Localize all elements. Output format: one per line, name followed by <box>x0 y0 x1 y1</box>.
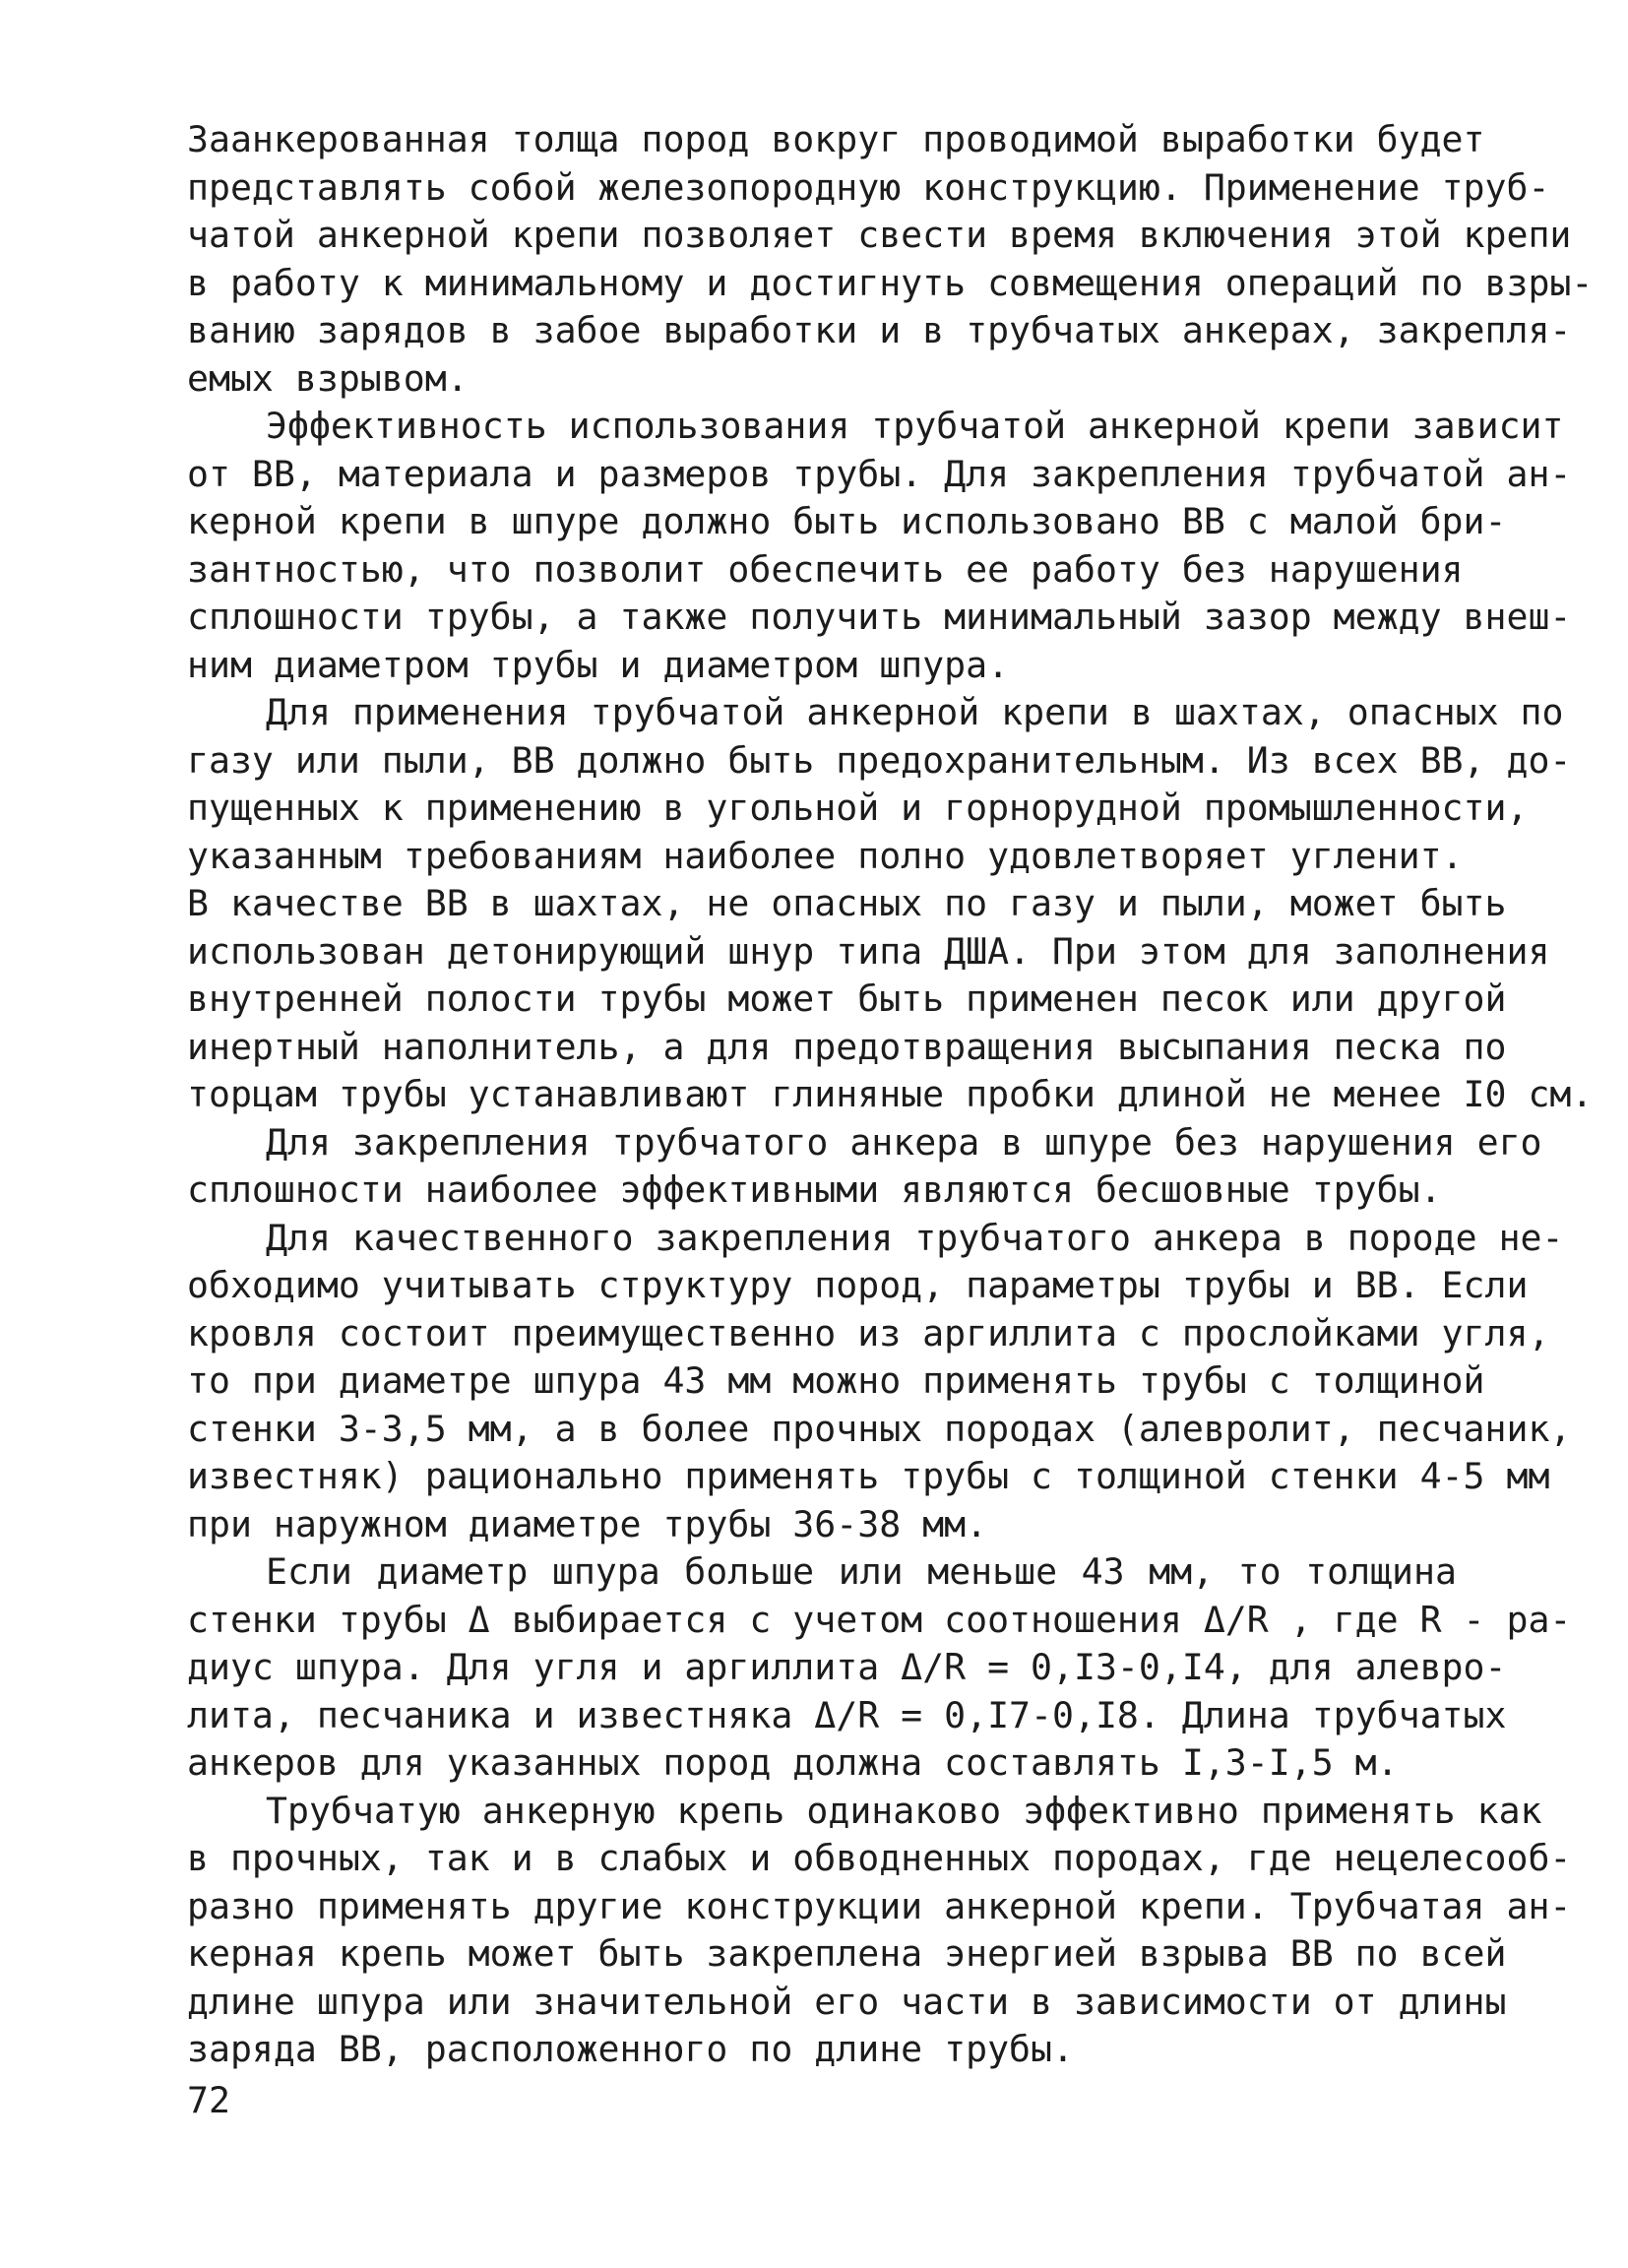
paragraph <box>187 116 1594 403</box>
text-line: Заанкерованная толща пород вокруг проводимой выработки будет <box>187 118 1485 160</box>
body-text <box>187 116 1594 2074</box>
text-line: емых взрывом. <box>187 356 469 400</box>
text-line: керная крепь может быть закреплена энергией взрыва ВВ по всей <box>187 1932 1507 1975</box>
text-line: стенки 3-3,5 мм, а в более прочных породах (алевролит, песчаник, <box>187 1407 1572 1450</box>
text-line: длине шпура или значительной его части в зависимости от длины <box>187 1980 1507 2023</box>
text-line: кровля состоит преимущественно из аргиллита с прослойками угля, <box>187 1311 1550 1354</box>
text-line: разно применять другие конструкции анкерной крепи. Трубчатая ан- <box>187 1884 1572 1927</box>
text-line: внутренней полости трубы может быть применен песок или другой <box>187 977 1507 1020</box>
text-line: от ВВ, материала и размеров трубы. Для закрепления трубчатой ан- <box>187 452 1572 495</box>
text-line: ванию зарядов в забое выработки и в трубчатых анкерах, закрепля- <box>187 309 1572 351</box>
paragraph <box>187 689 1594 1119</box>
text-line: Для применения трубчатой анкерной крепи в шахтах, опасных по <box>266 691 1564 733</box>
text-line: указанным требованиям наиболее полно удовлетворяет угленит. <box>187 834 1464 877</box>
text-line: стенки трубы Δ выбирается с учетом соотношения Δ/R , где R - ра- <box>187 1598 1572 1641</box>
text-line: сплошности трубы, а также получить минимальный зазор между внеш- <box>187 596 1572 638</box>
text-line: Если диаметр шпура больше или меньше 43 мм, то толщина <box>266 1550 1457 1593</box>
text-line: анкеров для указанных пород должна составлять I,3-I,5 м. <box>187 1741 1399 1784</box>
text-line: керной крепи в шпуре должно быть использовано ВВ с малой бри- <box>187 500 1507 542</box>
text-line: в прочных, так и в слабых и обводненных породах, где нецелесооб- <box>187 1837 1572 1879</box>
text-line: Для качественного закрепления трубчатого анкера в породе не- <box>266 1216 1564 1259</box>
text-line: обходимо учитывать структуру пород, параметры трубы и ВВ. Если <box>187 1264 1529 1306</box>
text-line: при наружном диаметре трубы 36-38 мм. <box>187 1502 988 1545</box>
paragraph <box>187 1215 1572 1549</box>
text-line: в работу к минимальному и достигнуть совмещения операций по взры- <box>187 261 1594 304</box>
paragraph <box>187 1788 1572 2074</box>
text-line: В качестве ВВ в шахтах, не опасных по газу и пыли, может быть <box>187 882 1507 924</box>
text-line: газу или пыли, ВВ должно быть предохранительным. Из всех ВВ, до- <box>187 738 1572 782</box>
text-line: диус шпура. Для угля и аргиллита Δ/R = 0,I3-0,I4, для алевро- <box>187 1646 1507 1688</box>
text-line: Трубчатую анкерную крепь одинаково эффективно применять как <box>266 1789 1542 1832</box>
text-line: лита, песчаника и известняка Δ/R = 0,I7-0,I8. Длина трубчатых <box>187 1693 1507 1736</box>
text-line: известняк) рационально применять трубы с толщиной стенки 4-5 мм <box>187 1455 1550 1497</box>
paragraph <box>187 1548 1572 1788</box>
text-line: представлять собой железопородную конструкцию. Применение труб- <box>187 165 1550 209</box>
text-line: Эффективность использования трубчатой анкерной крепи зависит <box>266 405 1564 447</box>
text-line: использован детонирующий шнур типа ДША. При этом для заполнения <box>187 929 1550 973</box>
text-line: Для закрепления трубчатого анкера в шпуре без нарушения его <box>266 1120 1542 1164</box>
paragraph <box>187 403 1572 689</box>
text-line: чатой анкерной крепи позволяет свести время включения этой крепи <box>187 214 1572 256</box>
text-line: торцам трубы устанавливают глиняные пробки длиной не менее I0 см. <box>187 1073 1594 1115</box>
text-line: ним диаметром трубы и диаметром шпура. <box>187 643 1010 686</box>
page-number: 72 <box>187 2079 230 2121</box>
paragraph <box>187 1119 1542 1215</box>
text-line: пущенных к применению в угольной и горнорудной промышленности, <box>187 787 1529 829</box>
text-line: то при диаметре шпура 43 мм можно применять трубы с толщиной <box>187 1359 1485 1402</box>
text-line: инертный наполнитель, а для предотвращения высыпания песка по <box>187 1025 1507 1068</box>
text-line: заряда ВВ, расположенного по длине трубы. <box>187 2028 1074 2070</box>
text-line: сплошности наиболее эффективными являются бесшовные трубы. <box>187 1168 1442 1211</box>
text-line: зантностью, что позволит обеспечить ее работу без нарушения <box>187 547 1464 591</box>
